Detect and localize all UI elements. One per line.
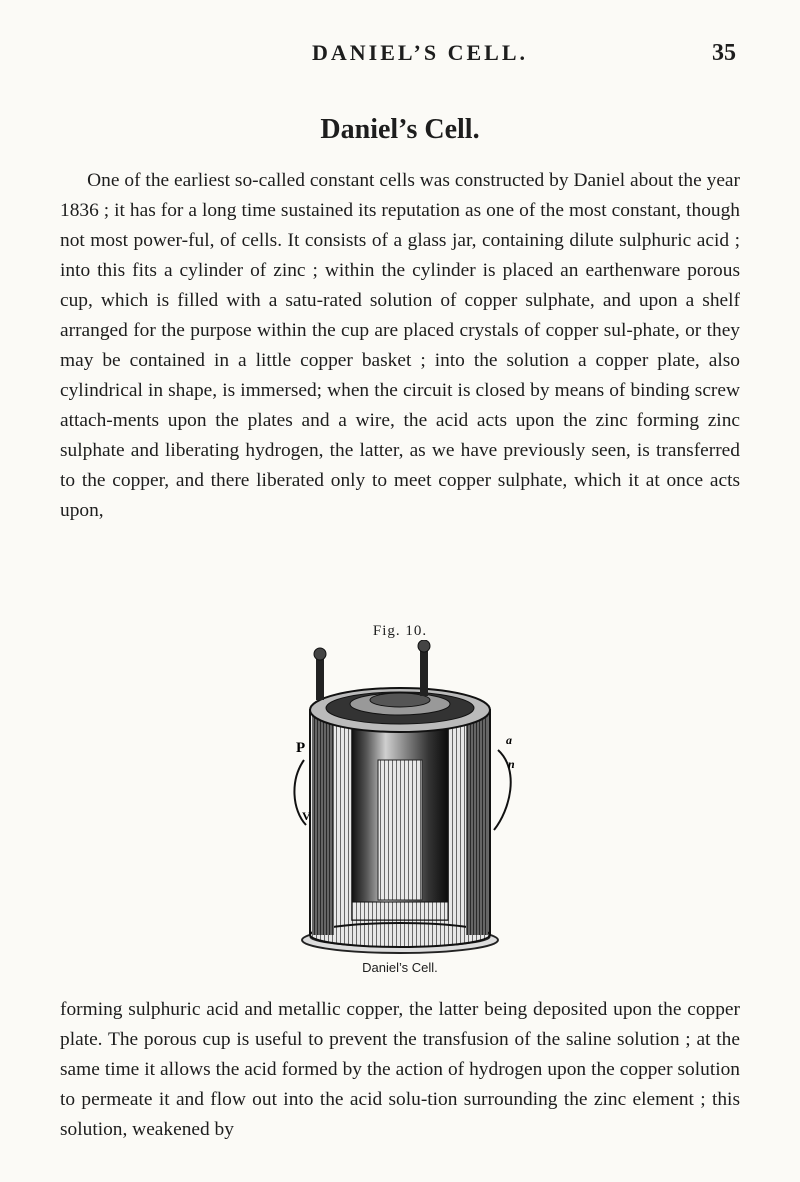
figure-label: Fig. 10.	[372, 623, 428, 639]
fig-letter-n: n	[508, 757, 515, 771]
fig-letter-v: V	[302, 809, 311, 823]
daniel-cell-illustration	[260, 640, 540, 970]
running-title: DANIEL’S CELL.	[312, 40, 529, 65]
body-paragraph-2: forming sulphuric acid and metallic copper, the latter being deposited upon the copper plate. The porous cup is useful to prevent the transfusion of the saline solution ; at the same time it allows the acid formed by the action of hydrogen upon the copper solution to permeate it and flow out into the acid solu-tion surrounding the zinc element ; this solution, weakened by	[60, 999, 740, 1140]
fig-letter-p: P	[296, 740, 306, 756]
fig-letter-a: a	[506, 733, 512, 747]
section-title: Daniel’s Cell.	[320, 114, 480, 145]
running-head	[0, 40, 800, 80]
page-number: 35	[712, 40, 736, 66]
body-paragraph-1: One of the earliest so-called constant cells was constructed by Daniel about the year 1836 ; it has for a long time sustained its reputation as one of the most constant, though not most power-ful, of cells. It consists of a glass jar, containing dilute sulphuric acid ; into this fits a cylinder of zinc ; within the cylinder is placed an earthenware porous cup, which is filled with a satu-rated solution of copper sulphate, and upon a shelf arranged for the purpose within the cup are placed crystals of copper sul-phate, or they may be contained in a little copper basket ; into the solution a copper plate, also cylindrical in shape, is immersed; when the circuit is closed by means of binding screw attach-ments upon the plates and a wire, the acid acts upon the zinc forming zinc sulphate and liberating hydrogen, the latter, as we have previously seen, is transferred to the copper, and there liberated only to meet copper sulphate, which it at once acts upon,	[60, 170, 740, 521]
figure-caption: Daniel’s Cell.	[362, 960, 438, 975]
